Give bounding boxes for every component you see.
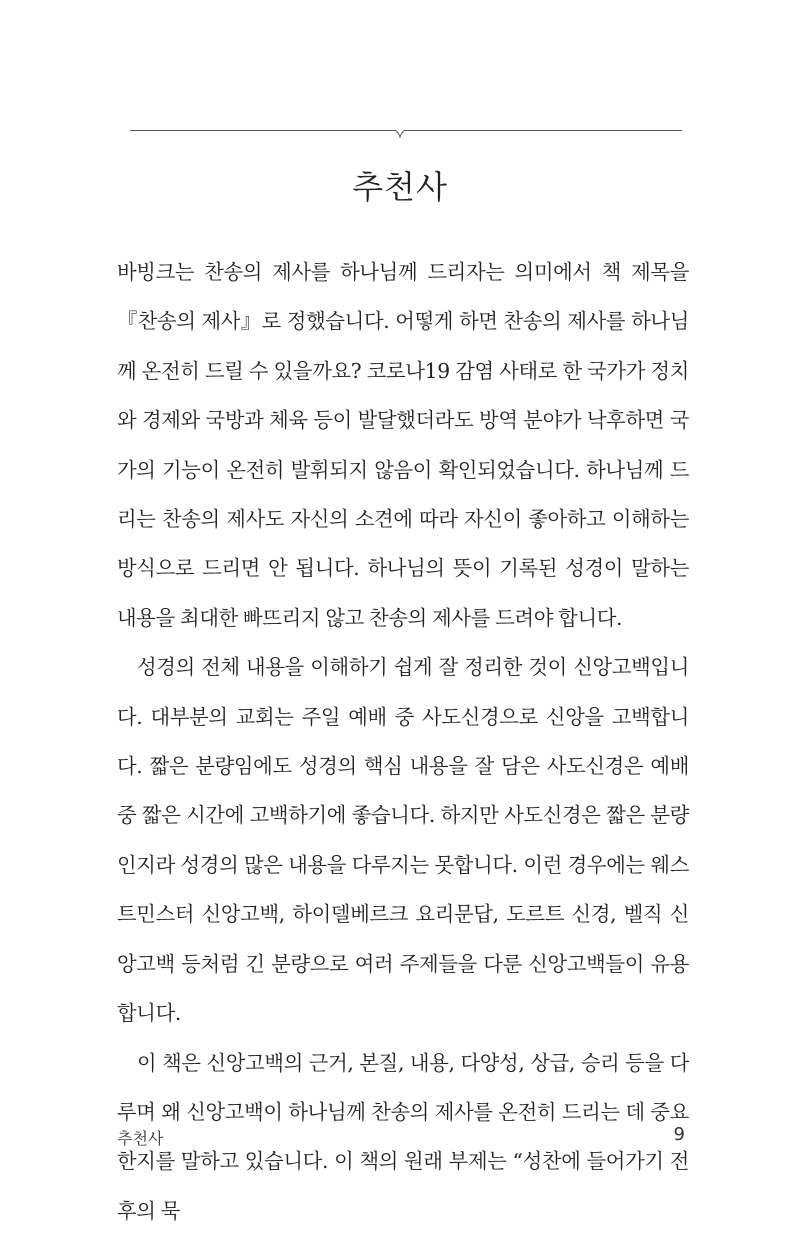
paragraph: 바빙크는 찬송의 제사를 하나님께 드리자는 의미에서 책 제목을 『찬송의 제사』로 정했습니다. 어떻게 하면 찬송의 제사를 하나님께 온전히 드릴 수 있을까요? 코로나19 감염 사태로 한 국가가 정치와 경제와 국방과 체육 등이 발달했더라도 방역 분야가 낙후하면 국가의 기능이 온전히 발휘되지 않음이 확인되었습니다. 하나님께 드리는 찬송의 제사도 자신의 소견에 따라 자신이 좋아하고 이해하는 방식으로 드리면 안 됩니다. 하나님의 뜻이 기록된 성경이 말하는 내용을 최대한 빠뜨리지 않고 찬송의 제사를 드려야 합니다.: [117, 260, 689, 630]
body-text: [117, 248, 689, 1236]
paragraph: 성경의 전체 내용을 이해하기 쉽게 잘 정리한 것이 신앙고백입니다. 대부분의 교회는 주일 예배 중 사도신경으로 신앙을 고백합니다. 짧은 분량임에도 성경의 핵심 내용을 잘 담은 사도신경은 예배 중 짧은 시간에 고백하기에 좋습니다. 하지만 사도신경은 짧은 분량인지라 성경의 많은 내용을 다루지는 못합니다. 이런 경우에는 웨스트민스터 신앙고백, 하이델베르크 요리문답, 도르트 신경, 벨직 신앙고백 등처럼 긴 분량으로 여러 주제들을 다룬 신앙고백들이 유용합니다.: [117, 655, 689, 1026]
page-number: 9: [673, 1124, 685, 1145]
header-ornament-rule: [0, 0, 800, 160]
running-footer-title: 추천사: [117, 1129, 164, 1148]
page-title: 추천사: [352, 168, 448, 206]
paragraph: 이 책은 신앙고백의 근거, 본질, 내용, 다양성, 상급, 승리 등을 다루며 왜 신앙고백이 하나님께 찬송의 제사를 온전히 드리는 데 중요한지를 말하고 있습니다. 이 책의 원래 부제는 “성찬에 들어가기 전후의 묵: [117, 1050, 689, 1223]
